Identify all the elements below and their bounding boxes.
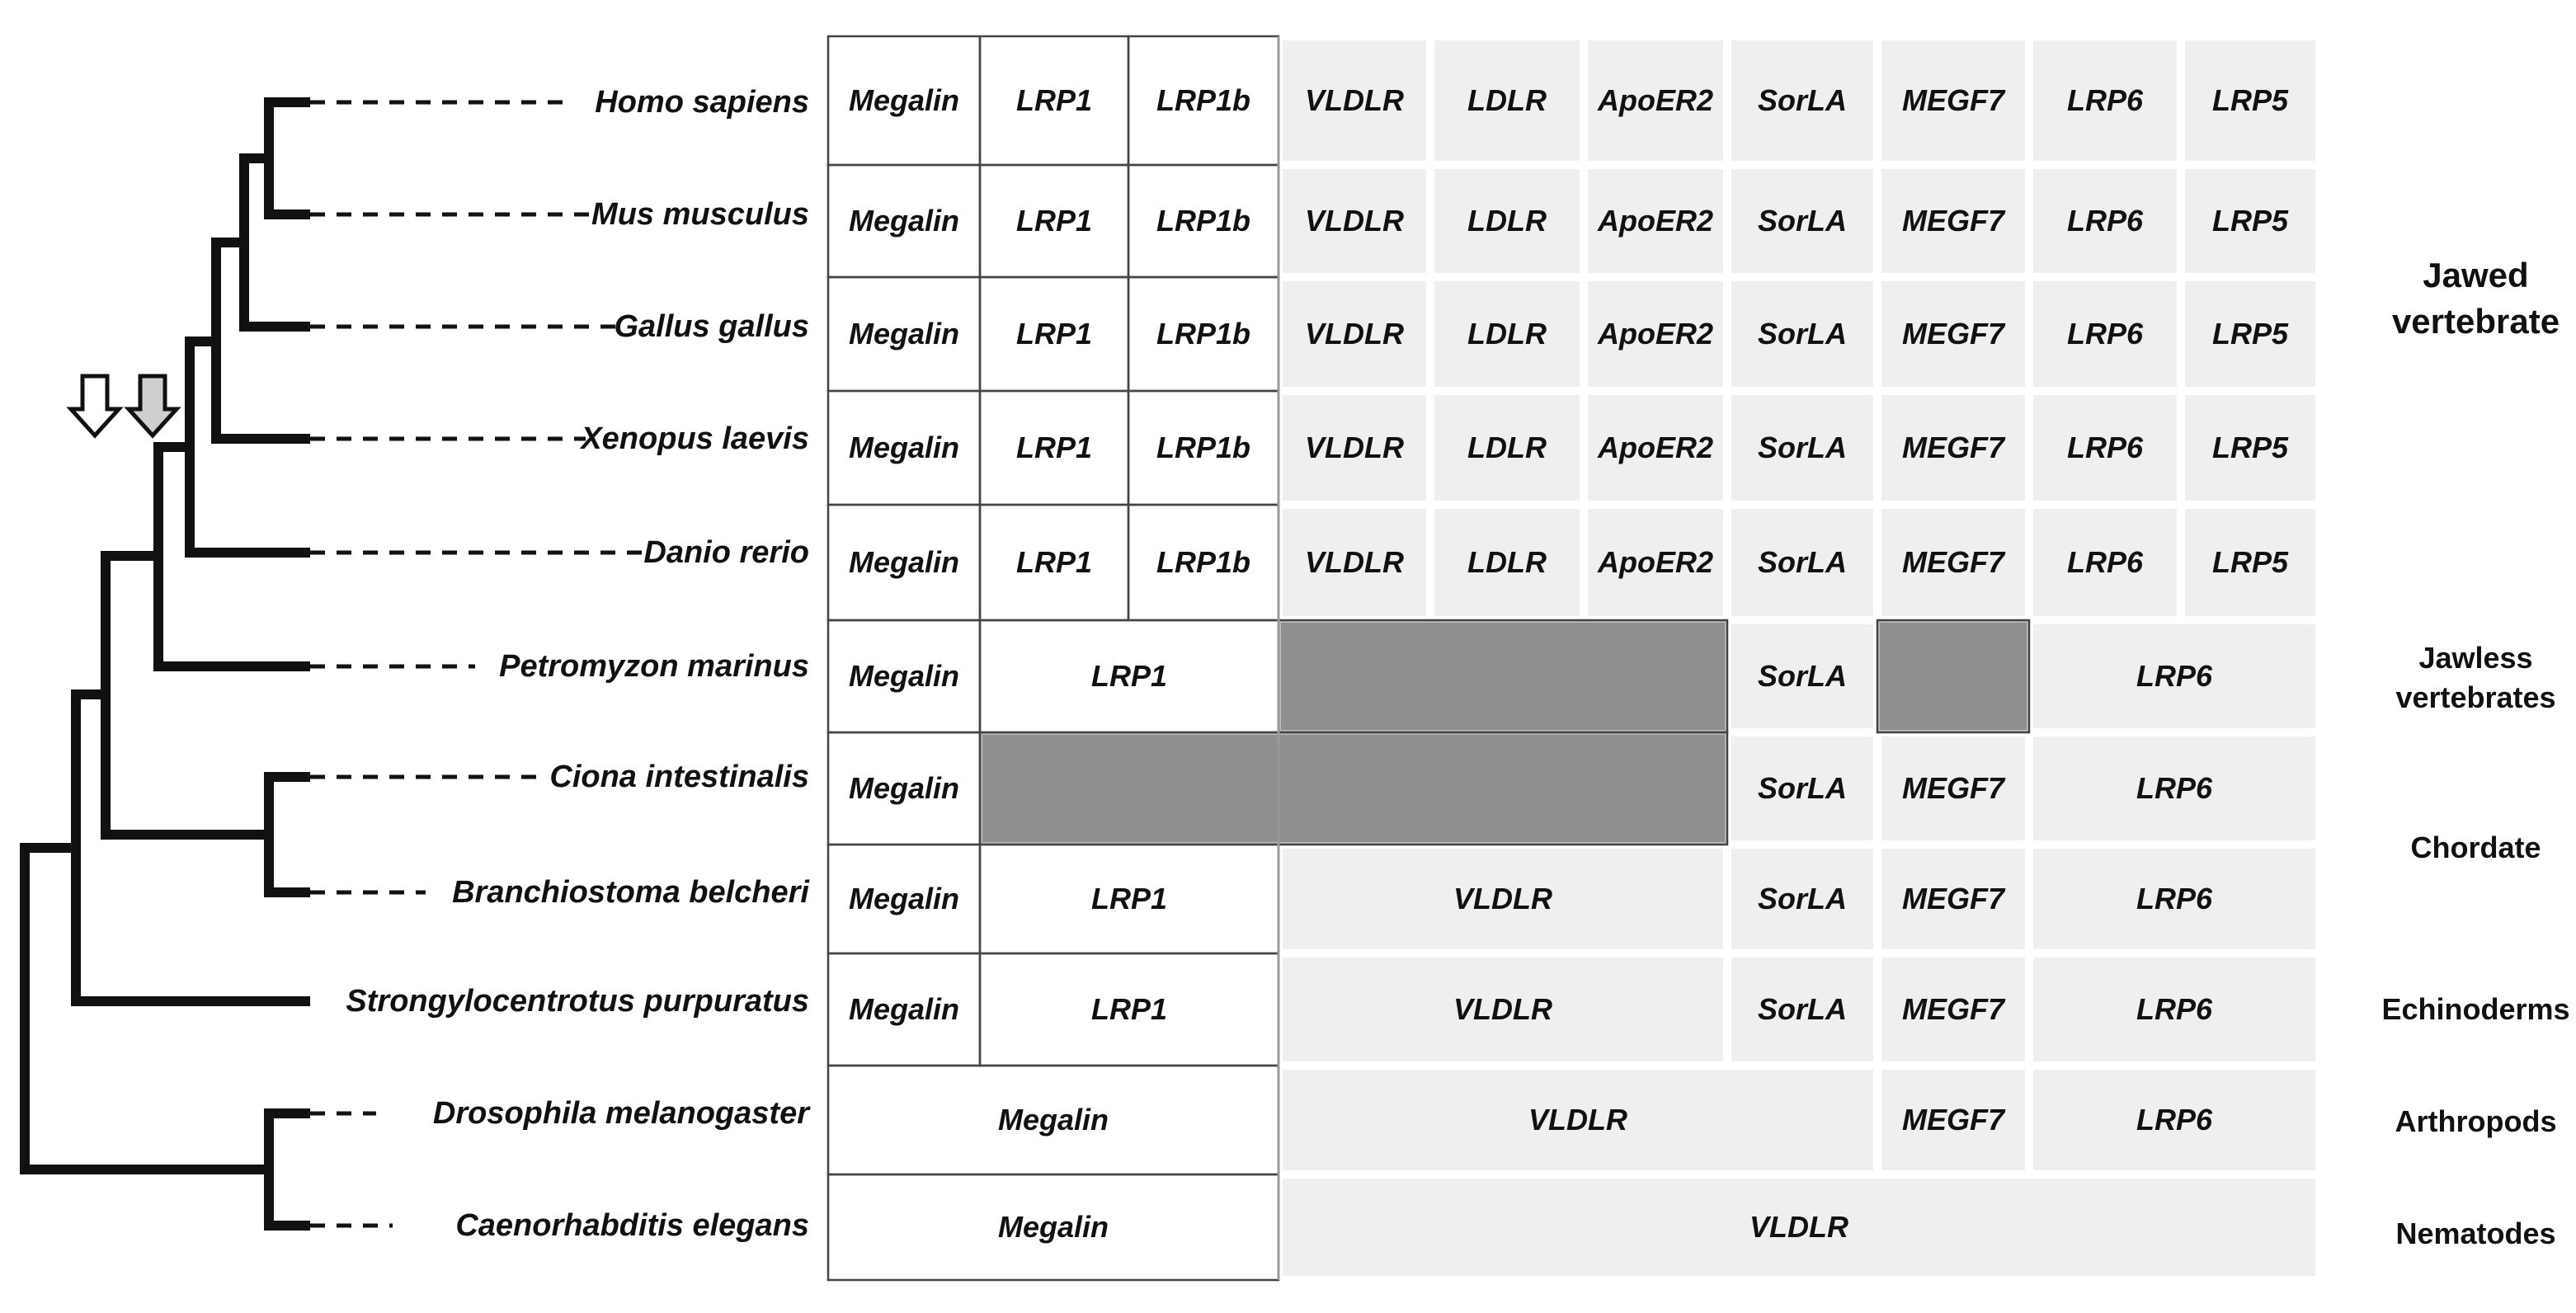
gene-cell: SorLA — [1727, 391, 1877, 505]
gene-cell: LRP1 — [980, 36, 1128, 165]
gene-cell: VLDLR — [1279, 391, 1430, 505]
gene-cell: MEGF7 — [1877, 391, 2029, 505]
gene-cell: LRP1b — [1128, 391, 1279, 505]
gene-cell: LRP6 — [2029, 845, 2319, 953]
gene-cell: LRP5 — [2181, 277, 2319, 391]
gene-cell: LRP1 — [980, 391, 1128, 505]
gene-cell-border — [980, 505, 1128, 620]
gene-cell: LDLR — [1430, 165, 1584, 277]
gene-cell-border — [980, 36, 1128, 165]
gene-cell: LRP6 — [2029, 732, 2319, 845]
gene-cell: SorLA — [1727, 845, 1877, 953]
group-label-nematodes-text: Nematodes — [2395, 1217, 2556, 1250]
gene-cell-border — [980, 165, 1128, 277]
species-label: Gallus gallus — [614, 309, 809, 344]
gene-cell: LRP1 — [980, 953, 1279, 1066]
species-label: Branchiostoma belcheri — [452, 875, 809, 910]
species-label: Homo sapiens — [595, 85, 809, 120]
gene-cell: LRP5 — [2181, 165, 2319, 277]
gene-cell: LRP6 — [2029, 953, 2319, 1066]
gene-cell: VLDLR — [1279, 165, 1430, 277]
gene-cell: LRP6 — [2029, 505, 2181, 620]
gene-cell: Megalin — [828, 505, 980, 620]
gene-cell: SorLA — [1727, 36, 1877, 165]
gene-cell: LRP1 — [980, 620, 1279, 732]
gene-cell-border — [980, 277, 1128, 391]
gene-cell: LRP1b — [1128, 277, 1279, 391]
gene-cell: MEGF7 — [1877, 732, 2029, 845]
gene-cell: LDLR — [1430, 505, 1584, 620]
gene-cell: LRP6 — [2029, 277, 2181, 391]
group-label-arthropods-text: Arthropods — [2395, 1104, 2557, 1138]
gene-cell: LRP6 — [2029, 36, 2181, 165]
gene-cell: LRP6 — [2029, 620, 2319, 732]
gene-cell: LRP5 — [2181, 36, 2319, 165]
gene-cell: LRP1 — [980, 845, 1279, 953]
gene-cell-border — [828, 732, 980, 845]
gene-cell: LRP1 — [980, 505, 1128, 620]
group-label-jawed-line2: vertebrate — [2391, 302, 2560, 341]
group-label-arthropods — [2376, 1102, 2576, 1141]
gene-cell: MEGF7 — [1877, 953, 2029, 1066]
gene-cell: VLDLR — [1279, 36, 1430, 165]
gene-cell: LRP1 — [980, 277, 1128, 391]
gene-cell: LDLR — [1430, 277, 1584, 391]
gene-cell: SorLA — [1727, 277, 1877, 391]
gene-cell-border — [980, 391, 1128, 505]
gene-cell-border — [828, 391, 980, 505]
gene-cell: Megalin — [828, 165, 980, 277]
gene-cell: LRP1 — [980, 165, 1128, 277]
gene-cell: Megalin — [828, 845, 980, 953]
gene-cell-border — [828, 620, 980, 732]
gene-cell: Megalin — [828, 36, 980, 165]
gene-cell: Megalin — [828, 1066, 1279, 1174]
group-label-echinoderms — [2376, 990, 2576, 1029]
species-label: Ciona intestinalis — [549, 760, 809, 794]
gene-cell: SorLA — [1727, 505, 1877, 620]
gene-cell-border — [828, 845, 980, 953]
gene-cell: SorLA — [1727, 732, 1877, 845]
group-label-jawed — [2376, 252, 2576, 345]
gene-cell: LRP6 — [2029, 1066, 2319, 1174]
gene-cell: LDLR — [1430, 391, 1584, 505]
gene-cell-border — [828, 36, 980, 165]
species-label: Xenopus laevis — [581, 421, 809, 456]
gene-cell: VLDLR — [1279, 1174, 2319, 1280]
gene-cell: VLDLR — [1279, 845, 1727, 953]
gene-cell: Megalin — [828, 953, 980, 1066]
species-label: Caenorhabditis elegans — [455, 1208, 809, 1243]
gene-cell: Megalin — [828, 277, 980, 391]
gene-cell-border — [828, 953, 980, 1066]
gene-cell: MEGF7 — [1877, 165, 2029, 277]
group-label-nematodes — [2376, 1214, 2576, 1254]
gene-cell: VLDLR — [1279, 1066, 1877, 1174]
gene-cell: SorLA — [1727, 165, 1877, 277]
gene-cell: VLDLR — [1279, 277, 1430, 391]
gene-cell: LDLR — [1430, 36, 1584, 165]
gene-cell: MEGF7 — [1877, 36, 2029, 165]
group-label-chordate — [2376, 828, 2576, 868]
gene-cell: Megalin — [828, 391, 980, 505]
gene-cell-border — [828, 277, 980, 391]
gene-cell: LRP6 — [2029, 165, 2181, 277]
gene-cell: ApoER2 — [1584, 505, 1727, 620]
gene-cell: ApoER2 — [1584, 277, 1727, 391]
species-label: Drosophila melanogaster — [432, 1096, 809, 1131]
gene-cell: LRP5 — [2181, 391, 2319, 505]
gene-cell: ApoER2 — [1584, 36, 1727, 165]
group-label-chordate-text: Chordate — [2410, 831, 2541, 864]
species-label: Petromyzon marinus — [499, 649, 809, 684]
group-label-jawless-line1: Jawless — [2418, 641, 2533, 675]
gene-cell: SorLA — [1727, 620, 1877, 732]
gene-cell: LRP1b — [1128, 505, 1279, 620]
group-label-jawless-line2: vertebrates — [2395, 680, 2556, 714]
gene-cell: Megalin — [828, 1174, 1279, 1280]
gene-cell: LRP5 — [2181, 505, 2319, 620]
gene-cell-border — [828, 165, 980, 277]
gene-cell: MEGF7 — [1877, 505, 2029, 620]
species-label: Mus musculus — [591, 197, 809, 232]
gene-cell: LRP6 — [2029, 391, 2181, 505]
gene-cell: SorLA — [1727, 953, 1877, 1066]
gene-cell-border — [828, 505, 980, 620]
gene-cell: VLDLR — [1279, 953, 1727, 1066]
gene-cell: VLDLR — [1279, 505, 1430, 620]
gene-cell: Megalin — [828, 620, 980, 732]
group-label-echinoderms-text: Echinoderms — [2381, 992, 2570, 1026]
gene-cell: Megalin — [828, 732, 980, 845]
group-label-jawed-line1: Jawed — [2423, 256, 2529, 294]
group-brackets — [1177, 0, 2576, 1313]
gene-cell: MEGF7 — [1877, 845, 2029, 953]
gene-cell: MEGF7 — [1877, 277, 2029, 391]
species-label: Strongylocentrotus purpuratus — [346, 984, 809, 1019]
gene-cell: ApoER2 — [1584, 165, 1727, 277]
gene-cell: MEGF7 — [1877, 1066, 2029, 1174]
species-label: Danio rerio — [643, 535, 809, 570]
group-label-jawless — [2376, 638, 2576, 718]
gene-cell: ApoER2 — [1584, 391, 1727, 505]
gene-cell: LRP1b — [1128, 165, 1279, 277]
gene-cell: LRP1b — [1128, 36, 1279, 165]
